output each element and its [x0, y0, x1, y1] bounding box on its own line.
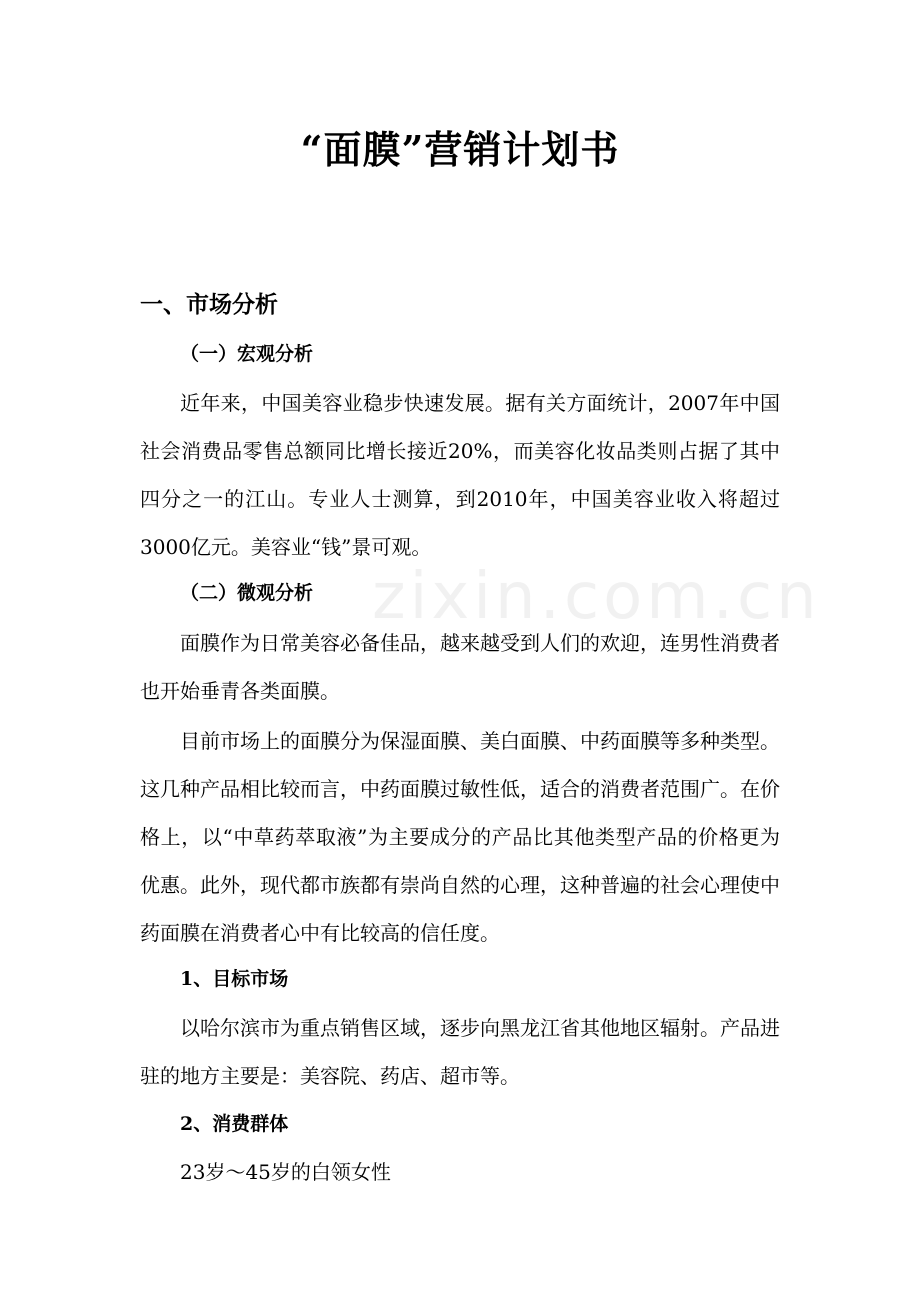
paragraph-macro-analysis: 近年来，中国美容业稳步快速发展。据有关方面统计，2007年中国社会消费品零售总额同比增长接近20%，而美容化妆品类则占据了其中四分之一的江山。专业人士测算，到2010年，中国美容业收入将超过3000亿元。美容业“钱”景可观。: [140, 391, 780, 559]
paragraph-consumer-group: 23岁～45岁的白领女性: [180, 1160, 391, 1184]
subsection-heading-target-market: 1、目标市场: [180, 968, 289, 990]
paragraph-target-market: 以哈尔滨市为重点销售区域，逐步向黑龙江省其他地区辐射。产品进驻的地方主要是：美容院、药店、超市等。: [140, 1016, 780, 1088]
document-title: “面膜”营销计划书: [300, 127, 620, 172]
subsection-heading-micro: （二）微观分析: [180, 582, 314, 604]
paragraph-micro-analysis-2: 目前市场上的面膜分为保湿面膜、美白面膜、中药面膜等多种类型。这几种产品相比较而言，中药面膜过敏性低，适合的消费者范围广。在价格上，以“中草药萃取液”为主要成分的产品比其他类型产品的价格更为优惠。此外，现代都市族都有崇尚自然的心理，这种普遍的社会心理使中药面膜在消费者心中有比较高的信任度。: [140, 729, 780, 945]
subsection-heading-consumer-group: 2、消费群体: [180, 1113, 289, 1135]
watermark-text: zixin.com.cn: [372, 560, 821, 634]
subsection-heading-macro: （一）宏观分析: [180, 343, 314, 365]
paragraph-micro-analysis-1: 面膜作为日常美容必备佳品，越来越受到人们的欢迎，连男性消费者也开始垂青各类面膜。: [140, 631, 780, 703]
section-heading-market-analysis: 一、市场分析: [140, 291, 278, 318]
